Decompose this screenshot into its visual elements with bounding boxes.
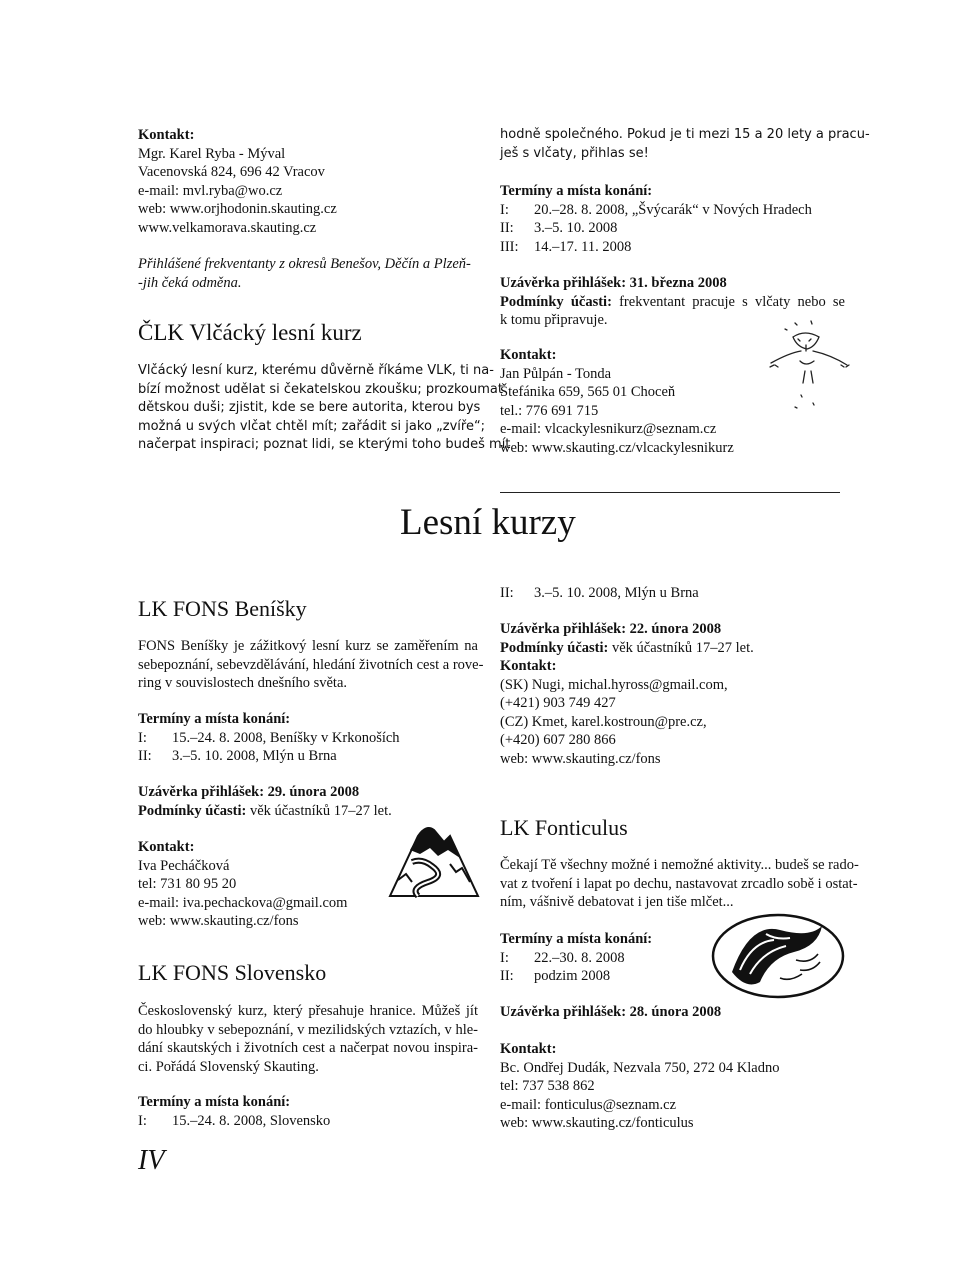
contact-line: tel.: 776 691 715: [500, 402, 599, 419]
body-line: načerpat inspiraci; poznat lidi, se kterými toho budeš mít: [138, 437, 511, 452]
terms-label: Termíny a místa konání:: [500, 931, 653, 947]
vlk-description: [138, 362, 511, 455]
section-title-fons-slovensko: LK FONS Slovensko: [138, 960, 327, 985]
fonticulus-terms: [500, 930, 720, 986]
term-text: 3.–5. 10. 2008, Mlýn u Brna: [534, 585, 699, 601]
note-line: -jih čeká odměna.: [138, 274, 242, 291]
term-text: 3.–5. 10. 2008, Mlýn u Brna: [172, 748, 337, 764]
conditions-line: [500, 293, 845, 312]
term-row: [138, 1112, 478, 1131]
top-left-contact: [138, 126, 488, 237]
term-tag: II:: [500, 220, 514, 236]
terms-label: Termíny a místa konání:: [500, 183, 653, 199]
term-text: podzim 2008: [534, 968, 611, 984]
contact-line: www.velkamorava.skauting.cz: [138, 219, 317, 236]
conditions-text: věk účastníků 17–27 let.: [246, 802, 392, 819]
contact-line: web: www.skauting.cz/fons: [138, 913, 299, 929]
term-row: [500, 238, 850, 257]
section-title-vlk: ČLK Vlčácký lesní kurz: [138, 320, 362, 345]
fons-slovensko-terms: [138, 1093, 478, 1130]
fonticulus-description: [500, 856, 859, 912]
body-line: ring v souvislostech dnešního světa.: [138, 675, 348, 691]
terms-label: Termíny a místa konání:: [138, 711, 291, 727]
vlk-description-continued: [500, 126, 870, 163]
note-line: Přihlášené frekventanty z okresů Benešov, Děčín a Plzeň-: [138, 256, 471, 272]
body-line: do hloubky v sebepoznání, v mezilidských vztazích, v hle-: [138, 1021, 478, 1038]
fons-benisky-deadline: [138, 783, 478, 820]
contact-line: e-mail: fonticulus@seznam.cz: [500, 1096, 677, 1113]
reward-note: [138, 255, 488, 292]
contact-line: web: www.skauting.cz/fonticulus: [500, 1115, 694, 1131]
term-row: [138, 729, 478, 748]
term-row: [500, 584, 840, 603]
contact-label: Kontakt:: [500, 347, 557, 363]
term-row: [500, 219, 850, 238]
deadline: Uzávěrka přihlášek: 29. února 2008: [138, 784, 360, 800]
contact-label: Kontakt:: [138, 839, 195, 855]
contact-line: e-mail: mvl.ryba@wo.cz: [138, 182, 283, 199]
body-line: ješ s vlčaty, přihlas se!: [500, 145, 649, 161]
term-text: 3.–5. 10. 2008: [534, 220, 618, 236]
contact-line: web: www.skauting.cz/vlcackylesnikurz: [500, 439, 734, 456]
term-tag: I:: [500, 201, 509, 218]
term-text: 15.–24. 8. 2008, Beníšky v Krkonoších: [172, 729, 400, 746]
term-row: [138, 747, 478, 766]
fons-benisky-contact: [138, 838, 398, 931]
contact-line: Iva Pecháčková: [138, 857, 230, 874]
contact-label: Kontakt:: [500, 1041, 557, 1057]
body-line: Vlčácký lesní kurz, kterému důvěrně říkáme VLK, ti na-: [138, 363, 494, 378]
benisky-continued-terms: [500, 584, 840, 603]
term-text: 15.–24. 8. 2008, Slovensko: [172, 1112, 331, 1129]
mountain-river-logo-icon: [388, 820, 480, 898]
term-text: 20.–28. 8. 2008, „Švýcarák“ v Nových Hradech: [534, 201, 812, 218]
fons-slovensko-description: [138, 1002, 478, 1076]
term-row: [500, 201, 850, 220]
contact-line: Mgr. Karel Ryba - Mýval: [138, 145, 286, 162]
contact-line: (+421) 903 749 427: [500, 695, 616, 711]
contact-label: Kontakt:: [500, 658, 557, 674]
conditions-text: věk účastníků 17–27 let.: [608, 639, 754, 656]
conditions-label: Podmínky účasti:: [500, 639, 609, 656]
body-line: Československý kurz, který přesahuje hranice. Můžeš jít: [138, 1003, 478, 1019]
terms-label: Termíny a místa konání:: [138, 1094, 291, 1110]
heading-rule: [500, 492, 840, 493]
section-title-fons-benisky: LK FONS Beníšky: [138, 596, 307, 621]
body-line: možná u svých vlčat chtěl mít; zařádit si jako „zvíře“;: [138, 418, 486, 434]
body-line: hodně společného. Pokud je ti mezi 15 a 20 lety a pracu-: [500, 127, 870, 142]
contact-label: Kontakt:: [138, 127, 195, 143]
contact-line: tel: 731 80 95 20: [138, 876, 237, 892]
vlk-terms: [500, 182, 850, 256]
term-text: 22.–30. 8. 2008: [534, 949, 625, 966]
contact-line: tel: 737 538 862: [500, 1078, 595, 1094]
contact-line: (SK) Nugi, michal.hyross@gmail.com,: [500, 676, 728, 693]
term-row: [500, 967, 720, 986]
body-line: ním, vášnivě debatovat i jen tiše mlčet...: [500, 894, 734, 910]
term-tag: I:: [138, 729, 147, 746]
contact-line: e-mail: iva.pechackova@gmail.com: [138, 894, 348, 911]
conditions-line-2: k tomu připravuje.: [500, 312, 608, 328]
term-tag: II:: [500, 968, 514, 984]
deadline: Uzávěrka přihlášek: 22. února 2008: [500, 621, 722, 637]
term-tag: I:: [138, 1112, 147, 1129]
benisky-continued-details: [500, 620, 840, 768]
contact-line: Štefánika 659, 565 01 Choceň: [500, 384, 676, 400]
term-tag: I:: [500, 949, 509, 966]
term-text: 14.–17. 11. 2008: [534, 238, 632, 255]
conditions-label: Podmínky účasti:: [138, 802, 247, 819]
deadline: Uzávěrka přihlášek: 31. března 2008: [500, 275, 727, 291]
term-row: [500, 949, 720, 968]
contact-line: Jan Půlpán - Tonda: [500, 365, 612, 382]
body-line: bízí možnost udělat si čekatelskou zkoušku; prozkoumat: [138, 381, 503, 397]
contact-line: Vacenovská 824, 696 42 Vracov: [138, 164, 325, 180]
conditions-text: frekventant pracuje s vlčaty nebo se: [611, 293, 845, 310]
conditions-label: Podmínky účasti:: [500, 293, 612, 310]
wolf-sketch-icon: [765, 315, 855, 415]
term-tag: III:: [500, 238, 519, 255]
contact-line: (+420) 607 280 866: [500, 732, 616, 748]
body-line: Čekají Tě všechny možné i nemožné aktivity... budeš se rado-: [500, 857, 859, 873]
fons-benisky-terms: [138, 710, 478, 766]
deadline: Uzávěrka přihlášek: 28. února 2008: [500, 1004, 722, 1020]
body-line: vat z tvoření i lapat po dechu, nastavovat zrcadlo sobě i ostat-: [500, 875, 858, 892]
term-tag: II:: [138, 748, 152, 764]
body-line: dání skautských i životních cest a načerpat novou inspira-: [138, 1040, 478, 1056]
term-tag: II:: [500, 585, 514, 601]
contact-line: (CZ) Kmet, karel.kostroun@pre.cz,: [500, 713, 707, 730]
body-line: ci. Pořádá Slovenský Skauting.: [138, 1058, 319, 1075]
page-number: IV: [138, 1145, 165, 1176]
page-heading: Lesní kurzy: [400, 502, 576, 543]
body-line: FONS Beníšky je zážitkový lesní kurz se zaměřením na: [138, 638, 478, 654]
fonticulus-logo-icon: [710, 912, 846, 1000]
contact-line: e-mail: vlcackylesnikurz@seznam.cz: [500, 421, 717, 437]
section-title-fonticulus: LK Fonticulus: [500, 815, 628, 840]
fonticulus-deadline: [500, 1003, 840, 1022]
fons-benisky-description: [138, 637, 484, 693]
body-line: dětskou duši; zjistit, kde se bere autorita, kterou bys: [138, 400, 481, 415]
contact-line: web: www.orjhodonin.skauting.cz: [138, 201, 337, 217]
body-line: sebepoznání, sebevzdělávání, hledání životních cest a rove-: [138, 656, 484, 673]
contact-line: web: www.skauting.cz/fons: [500, 750, 661, 767]
contact-line: Bc. Ondřej Dudák, Nezvala 750, 272 04 Kladno: [500, 1059, 780, 1076]
fonticulus-contact: [500, 1040, 845, 1133]
